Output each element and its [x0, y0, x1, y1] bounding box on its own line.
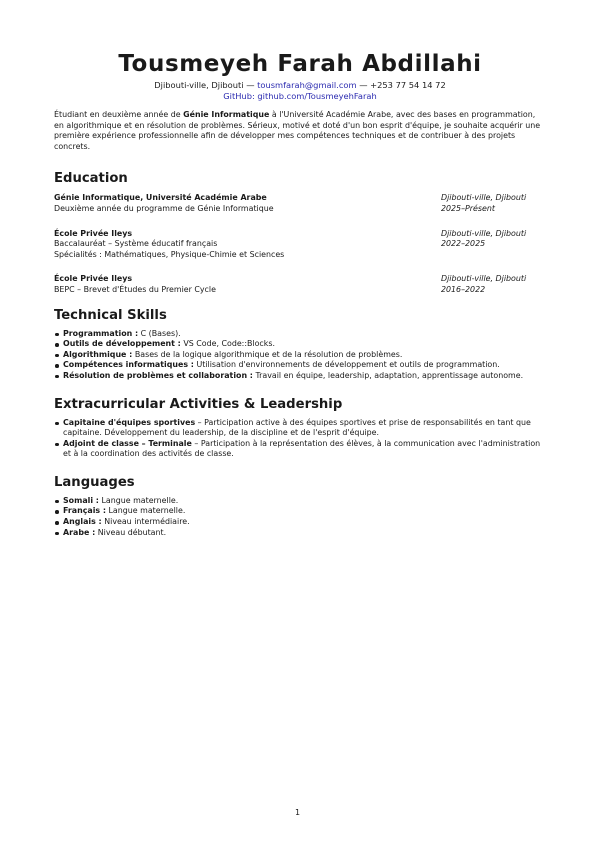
separator: —: [359, 80, 368, 90]
list-item: [54, 350, 546, 361]
list-item: [54, 360, 546, 371]
skill-label: Résolution de problèmes et collaboration :: [63, 370, 253, 380]
summary-pre: Étudiant en deuxième année de: [54, 110, 184, 119]
school-place: Djibouti-ville, Djibouti: [441, 274, 527, 284]
list-item: [54, 517, 546, 528]
list-item: [54, 496, 546, 507]
specialties-text: Spécialités : Mathématiques, Physique-Chimie et Sciences: [54, 249, 285, 259]
date-range: 2016–2022: [441, 284, 486, 294]
languages-title: Languages: [54, 474, 135, 490]
language-label: Français :: [63, 506, 107, 516]
activity-label: Capitaine d'équipes sportives: [63, 417, 196, 427]
degree-text: Baccalauréat – Système éducatif français: [54, 239, 218, 249]
location-text: Djibouti-ville, Djibouti: [154, 80, 244, 90]
date-range: 2025–Présent: [441, 203, 495, 213]
list-item: [54, 418, 546, 439]
language-label: Arabe :: [63, 527, 96, 537]
date-range: 2022–2025: [441, 239, 486, 249]
education-entry: [54, 274, 546, 295]
degree-text: BEPC – Brevet d'Études du Premier Cycle: [54, 284, 216, 294]
list-item: [54, 329, 546, 340]
activity-text: – Participation à la représentation des élèves, à la communication avec l'administration et à la coordination des activités de classe.: [63, 438, 541, 459]
skill-text: VS Code, Code::Blocks.: [180, 339, 275, 349]
skill-label: Programmation :: [63, 328, 139, 338]
school-name: Génie Informatique, Université Académie Arabe: [54, 193, 267, 203]
resume-page: [54, 50, 546, 538]
language-level: Langue maternelle.: [98, 495, 179, 505]
language-level: Niveau débutant.: [95, 527, 167, 537]
list-item: [54, 371, 546, 382]
contact-line: [54, 80, 546, 91]
extracurricular-title: Extracurricular Activities & Leadership: [54, 396, 343, 412]
phone-text: +253 77 54 14 72: [370, 80, 446, 90]
summary-post: à l'Université Académie Arabe, avec des bases en programmation, en algorithmique et en résolution de problèmes. Sérieux, motivé et doté d'un bon esprit d'équipe, je souhaite acquérir une première expérience professionnelle afin de développer mes compétences techniques et de contribuer à des projets concrets.: [54, 110, 541, 151]
summary-paragraph: [54, 110, 546, 152]
languages-list: [54, 496, 546, 538]
list-item: [54, 506, 546, 517]
github-link[interactable]: GitHub: github.com/TousmeyehFarah: [223, 91, 377, 101]
skill-text: Bases de la logique algorithmique et de la résolution de problèmes.: [132, 349, 403, 359]
skill-text: Travail en équipe, leadership, adaptation, apprentissage autonome.: [252, 370, 524, 380]
education-title: Education: [54, 171, 128, 187]
skill-label: Outils de développement :: [63, 339, 181, 349]
skill-text: Utilisation d'environnements de développement et outils de programmation.: [193, 360, 500, 370]
skills-list: [54, 329, 546, 382]
list-item: [54, 339, 546, 350]
education-entry: [54, 193, 546, 214]
school-name: École Privée Ileys: [54, 228, 133, 238]
language-level: Niveau intermédiaire.: [101, 517, 190, 527]
activity-text: – Participation active à des équipes sportives et prise de responsabilités en tant que capitaine. Développement du leadership, de la discipline et de l'esprit d'équipe.: [63, 417, 531, 438]
summary-bold: Génie Informatique: [183, 110, 270, 119]
skill-text: C (Bases).: [138, 328, 181, 338]
degree-text: Deuxième année du programme de Génie Informatique: [54, 203, 274, 213]
school-place: Djibouti-ville, Djibouti: [441, 193, 527, 203]
resume-name: Tousmeyeh Farah Abdillahi: [118, 51, 482, 77]
language-label: Anglais :: [63, 517, 102, 527]
language-label: Somali :: [63, 495, 99, 505]
skills-title: Technical Skills: [54, 307, 167, 323]
education-entry: [54, 229, 546, 261]
activity-label: Adjoint de classe – Terminale: [63, 438, 192, 448]
email-link[interactable]: tousmfarah@gmail.com: [257, 80, 357, 90]
list-item: [54, 439, 546, 460]
language-level: Langue maternelle.: [106, 506, 186, 516]
school-name: École Privée Ileys: [54, 274, 133, 284]
extracurricular-list: [54, 418, 546, 460]
school-place: Djibouti-ville, Djibouti: [441, 228, 527, 238]
skill-label: Algorithmique :: [63, 349, 133, 359]
list-item: [54, 528, 546, 539]
skill-label: Compétences informatiques :: [63, 360, 194, 370]
separator: —: [246, 80, 255, 90]
page-number: 1: [294, 808, 301, 817]
